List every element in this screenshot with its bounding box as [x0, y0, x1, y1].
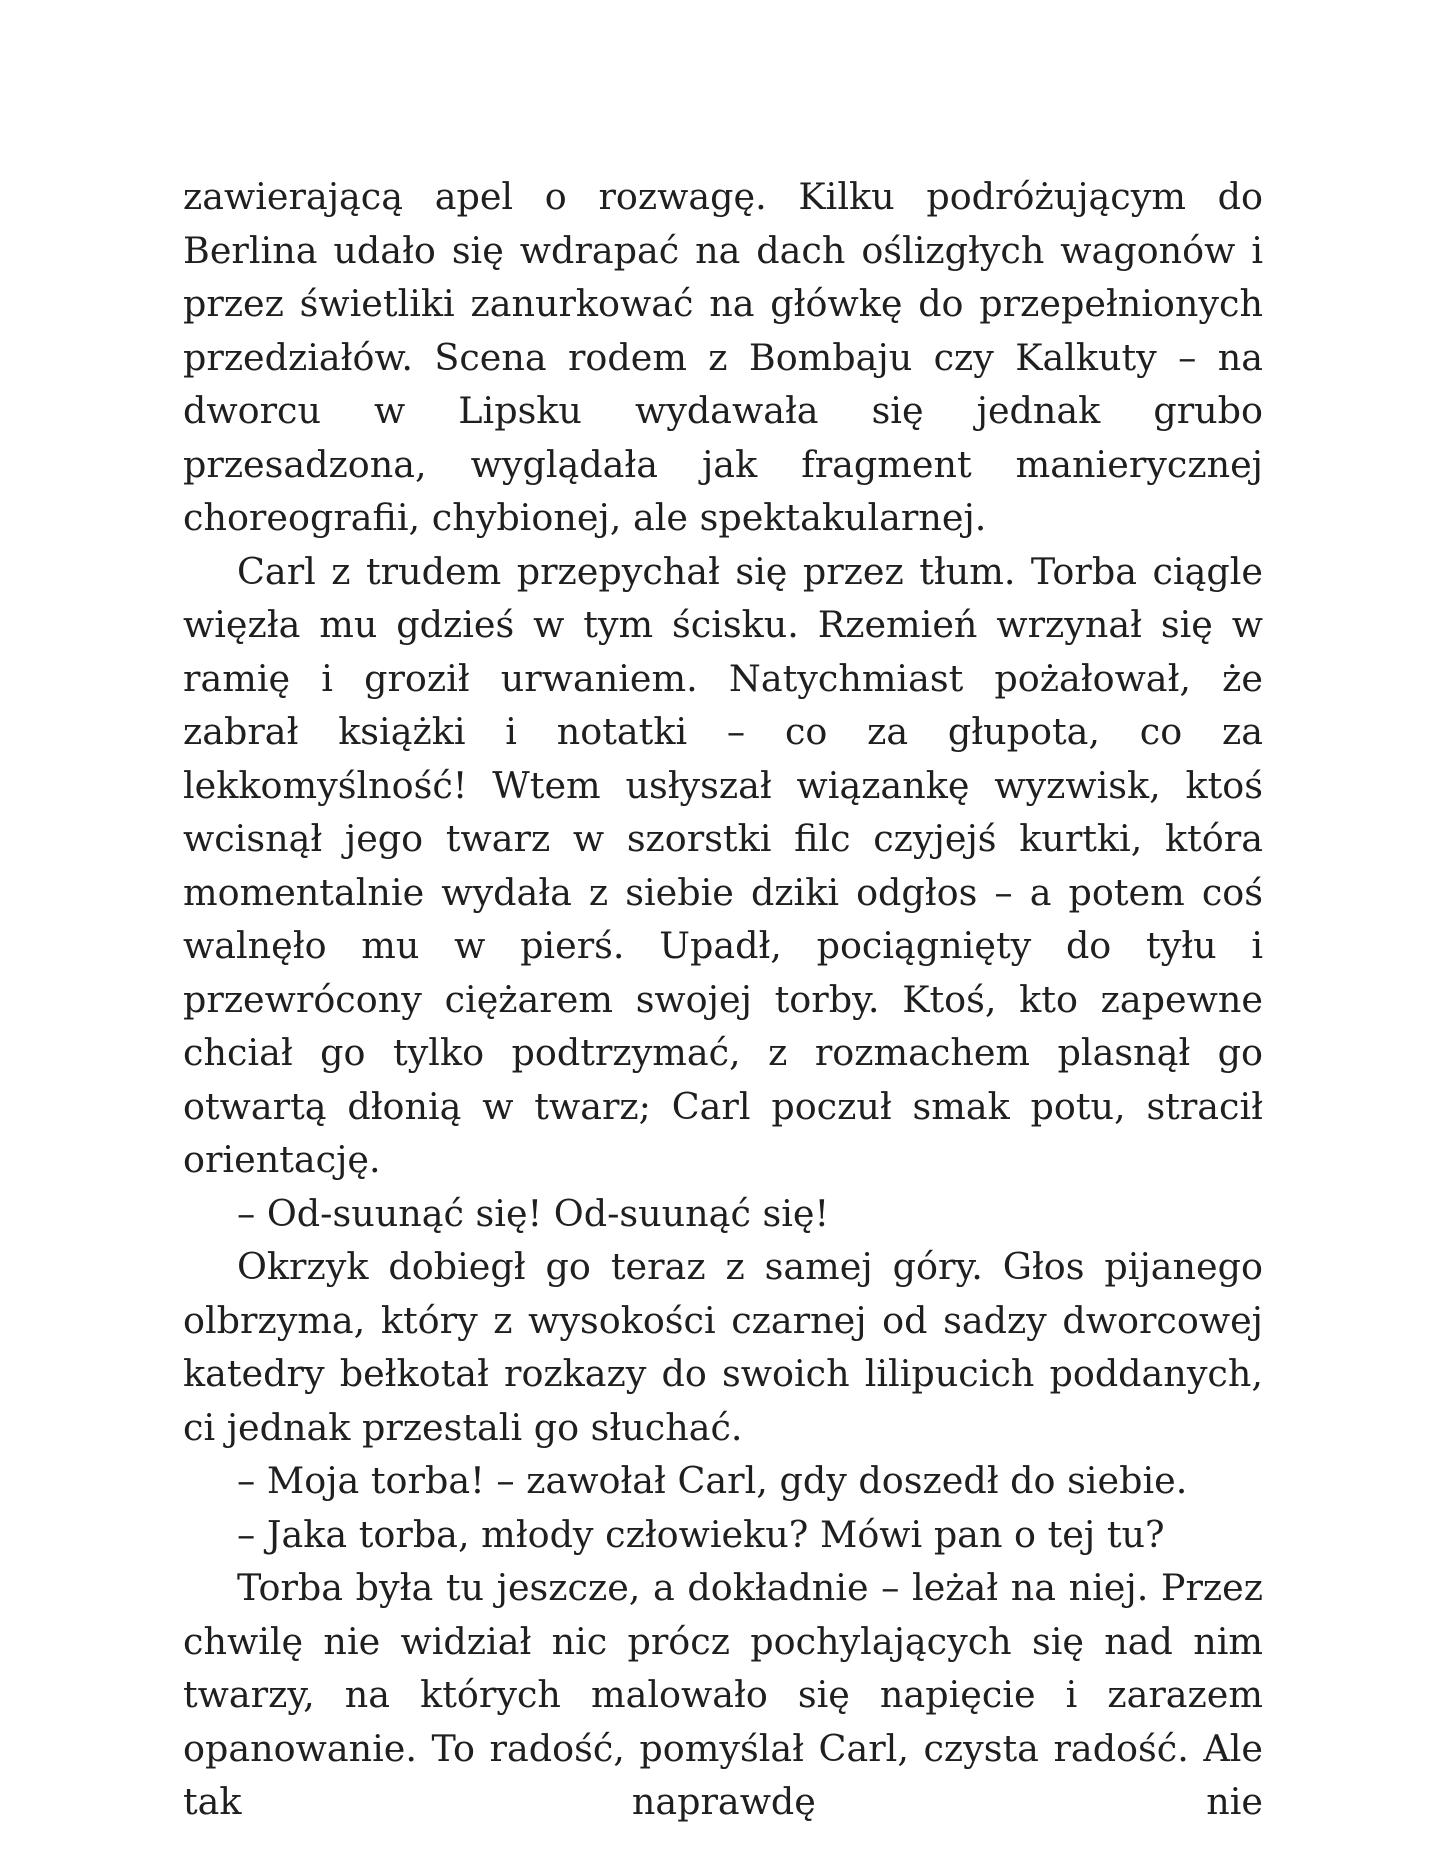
paragraph-continuation: zawierającą apel o rozwagę. Kilku podróżującym do Berlina udało się wdrapać na dach oślizgłych wagonów i przez świetliki zanurkować na główkę do przepełnionych przedziałów. Scena rodem z Bombaju czy Kalkuty – na dworcu w Lipsku wydawała się jednak grubo przesadzona, wyglądała jak fragment manierycznej choreografii, chybionej, ale spektakularnej. [183, 175, 1263, 539]
paragraph-giant: Okrzyk dobiegł go teraz z samej góry. Głos pijanego olbrzyma, który z wysokości czarnej od sadzy dworcowej katedry bełkotał rozkazy do swoich lilipucich poddanych, ci jednak przestali go słuchać. [183, 1245, 1263, 1449]
dialogue-line: – Moja torba! – zawołał Carl, gdy doszedł do siebie. [237, 1459, 1188, 1502]
dialogue-line: – Jaka torba, młody człowieku? Mówi pan o tej tu? [237, 1512, 1165, 1556]
book-page-text [183, 170, 1263, 1829]
dialogue-line: – Od-suunąć się! Od-suunąć się! [237, 1191, 830, 1235]
paragraph-bag: Torba była tu jeszcze, a dokładnie – leżał na niej. Przez chwilę nie widział nic prócz pochylających się nad nim twarzy, na których malowało się napięcie i zarazem opanowanie. To radość, pomyślał Carl, czysta radość. Ale tak naprawdę nie [183, 1566, 1263, 1823]
paragraph-crowd: Carl z trudem przepychał się przez tłum. Torba ciągle więzła mu gdzieś w tym ścisku. Rzemień wrzynał się w ramię i groził urwaniem. Natychmiast pożałował, że zabrał książki i notatki – co za głupota, co za lekkomyślność! Wtem usłyszał wiązankę wyzwisk, ktoś wcisnął jego twarz w szorstki filc czyjejś kurtki, która momentalnie wydała z siebie dziki odgłos – a potem coś walnęło mu w pierś. Upadł, pociągnięty do tyłu i przewrócony ciężarem swojej torby. Ktoś, kto zapewne chciał go tylko podtrzymać, z rozmachem plasnął go otwartą dłonią w twarz; Carl poczuł smak potu, stracił orientację. [183, 549, 1263, 1181]
